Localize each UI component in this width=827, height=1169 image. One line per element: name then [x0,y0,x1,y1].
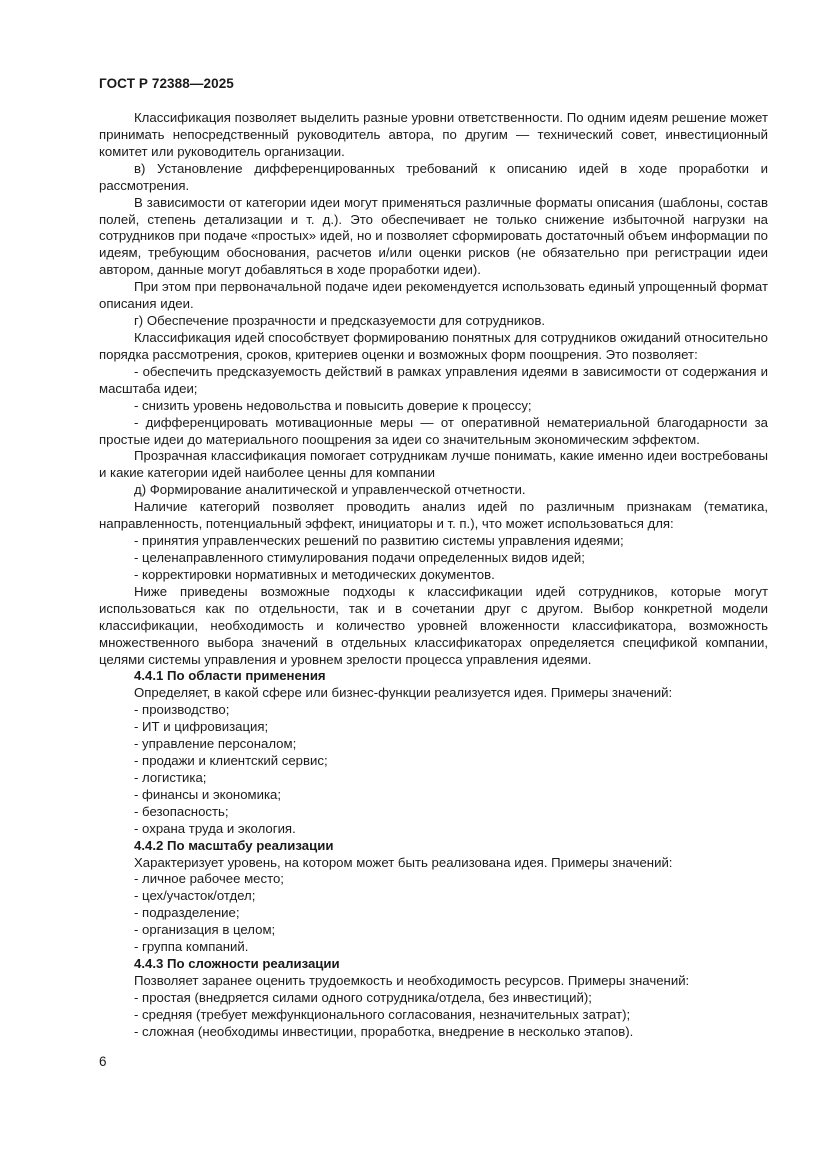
body-paragraph: При этом при первоначальной подаче идеи рекомендуется использовать единый упрощенный формат описания идеи. [99,279,768,312]
body-paragraph: Прозрачная классификация помогает сотрудникам лучше понимать, какие именно идеи востребованы и какие категории идей наиболее ценны для компании [99,448,768,481]
list-item: - производство; [134,702,230,718]
list-item: - простая (внедряется силами одного сотрудника/отдела, без инвестиций); [134,989,592,1005]
list-item: - цех/участок/отдел; [134,888,256,904]
body-paragraph: г) Обеспечение прозрачности и предсказуемости для сотрудников. [134,313,546,329]
list-item: - охрана труда и экология. [134,820,296,836]
body-paragraph: - принятия управленческих решений по развитию системы управления идеями; [134,533,624,549]
list-item: - подразделение; [134,905,240,921]
document-code-header: ГОСТ Р 72388—2025 [99,76,234,91]
list-item: Определяет, в какой сфере или бизнес-функции реализуется идея. Примеры значений: [134,685,673,701]
section-heading: 4.4.3 По сложности реализации [134,956,340,972]
list-item: - ИТ и цифровизация; [134,719,269,735]
body-paragraph: Классификация идей способствует формированию понятных для сотрудников ожиданий относительно порядка рассмотрения, сроков, критериев оценки и возможных форм поощрения. Это позволяет: [99,329,768,362]
document-body [99,110,768,1041]
list-item: - сложная (необходимы инвестиции, проработка, внедрение в несколько этапов). [134,1023,634,1039]
list-item: - группа компаний. [134,939,249,955]
list-item: Позволяет заранее оценить трудоемкость и необходимость ресурсов. Примеры значений: [134,973,690,989]
list-item: - продажи и клиентский сервис; [134,753,328,769]
body-paragraph: - дифференцировать мотивационные меры — от оперативной нематериальной благодарности за простые идеи до материального поощрения за идеи со значительным экономическим эффектом. [99,414,768,447]
body-paragraph: Наличие категорий позволяет проводить анализ идей по различным признакам (тематика, направленность, потенциальный эффект, инициаторы и т. п.), что может использоваться для: [99,499,768,532]
body-paragraph: - целенаправленного стимулирования подачи определенных видов идей; [134,549,585,565]
body-paragraph: - обеспечить предсказуемость действий в рамках управления идеями в зависимости от содержания и масштаба идеи; [99,363,768,396]
list-item: - управление персоналом; [134,736,297,752]
body-paragraph: Классификация позволяет выделить разные уровни ответственности. По одним идеям решение может принимать непосредственный руководитель автора, по другим — технический совет, инвестиционный комитет или руководитель организации. [99,110,768,159]
list-item: - организация в целом; [134,922,276,938]
list-item: - безопасность; [134,803,229,819]
page-number: 6 [99,1054,107,1069]
body-paragraph: д) Формирование аналитической и управленческой отчетности. [134,482,526,498]
body-paragraph: Ниже приведены возможные подходы к классификации идей сотрудников, которые могут использоваться как по отдельности, так и в сочетании друг с другом. Выбор конкретной модели классификации, необходимость и количество уровней вложенности классификатора, возможность множественного выбора значений в отдельных классификаторах определяется спецификой компании, целями системы управления и уровнем зрелости процесса управления идеями. [99,583,768,667]
body-paragraph: в) Установление дифференцированных требований к описанию идей в ходе проработки и рассмотрения. [99,160,768,193]
section-heading: 4.4.2 По масштабу реализации [134,837,334,853]
body-paragraph: - корректировки нормативных и методических документов. [134,566,495,582]
list-item: - финансы и экономика; [134,786,282,802]
list-item: - средняя (требует межфункционального согласования, незначительных затрат); [134,1006,631,1022]
list-item: - логистика; [134,769,207,785]
list-item: Характеризует уровень, на котором может быть реализована идея. Примеры значений: [134,854,673,870]
section-heading: 4.4.1 По области применения [134,668,326,684]
list-item: - личное рабочее место; [134,871,284,887]
body-paragraph: - снизить уровень недовольства и повысить доверие к процессу; [134,397,532,413]
body-paragraph: В зависимости от категории идеи могут применяться различные форматы описания (шаблоны, состав полей, степень детализации и т. д.). Это обеспечивает не только снижение избыточной нагрузки на сотрудников при подаче «простых» идей, но и позволяет сформировать достаточный объем информации по идеям, требующим обоснования, расчетов и/или оценки рисков (не обязательно при регистрации идеи автором, данные могут добавляться в ходе проработки идеи). [99,194,768,278]
